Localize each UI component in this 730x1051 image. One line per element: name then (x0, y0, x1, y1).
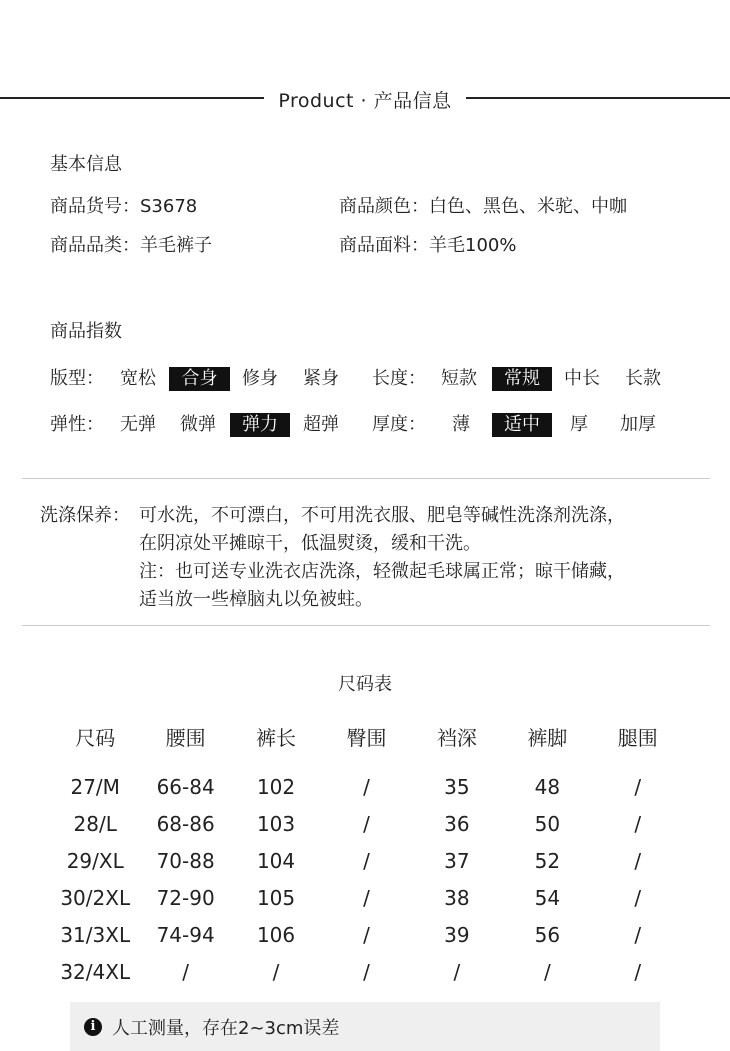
fit-option-regular-selected: 合身 (169, 367, 230, 391)
product-fabric-label: 商品面料： (339, 235, 429, 256)
thickness-label: 厚度： (372, 414, 426, 435)
table-cell: / (182, 959, 189, 984)
table-row (50, 805, 683, 842)
size-table-header (50, 718, 683, 754)
table-cell: / (363, 922, 370, 947)
table-cell: 48 (534, 774, 561, 799)
page-title: Product · 产品信息 (0, 86, 730, 113)
product-code (50, 192, 197, 218)
divider-bottom (22, 625, 710, 626)
length-option-long: 长款 (625, 368, 661, 389)
table-cell: 68-86 (156, 811, 215, 836)
table-cell: 52 (534, 848, 561, 873)
table-cell: 66-84 (156, 774, 215, 799)
elasticity-option-super: 超弹 (303, 414, 339, 435)
measurement-note-text: 人工测量，存在2~3cm误差 (112, 1018, 340, 1039)
divider-top (22, 478, 710, 479)
header-hem: 裤脚 (527, 725, 568, 750)
product-color-label: 商品颜色： (339, 196, 429, 217)
table-cell: 35 (444, 774, 470, 799)
table-cell: 39 (444, 922, 470, 947)
thickness-option-thick: 厚 (570, 414, 588, 435)
info-icon: i (84, 1018, 102, 1036)
table-cell: / (634, 848, 642, 873)
table-row (50, 842, 683, 879)
table-cell: 38 (444, 885, 470, 910)
size-table (50, 718, 683, 990)
table-cell: / (634, 885, 642, 910)
table-cell: / (634, 774, 642, 799)
table-cell: 103 (256, 811, 296, 836)
size-table-gap (50, 754, 683, 768)
thickness-option-extra-thick: 加厚 (620, 414, 656, 435)
table-cell: / (363, 811, 370, 836)
fit-option-loose: 宽松 (120, 368, 156, 389)
product-color-value: 白色、黑色、米驼、中咖 (429, 196, 627, 217)
table-cell: / (363, 959, 370, 984)
measurement-note (70, 1002, 660, 1051)
table-cell: / (634, 811, 642, 836)
table-cell: 105 (256, 885, 296, 910)
table-cell: 37 (444, 848, 470, 873)
fit-label: 版型： (50, 368, 104, 389)
elasticity-option-slight: 微弹 (180, 414, 216, 435)
table-cell: 32/4XL (60, 959, 131, 984)
table-row (50, 768, 683, 805)
table-row (50, 879, 683, 916)
table-cell: / (363, 848, 370, 873)
header-length: 裤长 (256, 725, 297, 750)
header-rise: 裆深 (436, 725, 477, 750)
product-category (50, 231, 212, 257)
product-category-label: 商品品类： (50, 235, 140, 256)
size-table-title: 尺码表 (338, 674, 392, 695)
care-line-4: 适当放一些樟脑丸以免被蛀。 (139, 589, 373, 610)
header-hip: 臀围 (346, 725, 387, 750)
table-cell: 31/3XL (60, 922, 131, 947)
product-fabric (339, 231, 516, 257)
product-code-label: 商品货号： (50, 196, 140, 217)
care-line-3: 注：也可送专业洗衣店洗涤，轻微起毛球属正常；晾干储藏， (139, 561, 625, 582)
table-cell: 36 (444, 811, 470, 836)
table-cell: 104 (256, 848, 296, 873)
table-cell: / (363, 774, 370, 799)
basic-info-title: 基本信息 (50, 154, 122, 175)
care-line-2: 在阴凉处平摊晾干，低温熨烫，缓和干洗。 (139, 533, 481, 554)
elasticity-option-stretch-selected: 弹力 (230, 413, 290, 437)
table-cell: / (453, 959, 461, 984)
table-cell: 56 (534, 922, 561, 947)
header-waist: 腰围 (165, 725, 206, 750)
length-label: 长度： (372, 368, 426, 389)
table-cell: 54 (534, 885, 561, 910)
table-cell: 74-94 (156, 922, 215, 947)
table-cell: 28/L (73, 811, 117, 836)
thickness-option-thin: 薄 (452, 414, 470, 435)
length-option-short: 短款 (441, 368, 477, 389)
table-cell: 70-88 (156, 848, 215, 873)
table-cell: / (363, 885, 370, 910)
elasticity-label: 弹性： (50, 414, 104, 435)
product-code-value: S3678 (140, 196, 198, 217)
table-cell: / (634, 959, 642, 984)
product-index-title: 商品指数 (50, 321, 122, 342)
table-cell: 29/XL (66, 848, 124, 873)
header-thigh: 腿围 (617, 725, 658, 750)
table-cell: / (272, 959, 280, 984)
elasticity-option-none: 无弹 (120, 414, 156, 435)
product-color (339, 192, 627, 218)
product-fabric-value: 羊毛100% (429, 235, 517, 256)
table-cell: 30/2XL (60, 885, 131, 910)
length-option-midlong: 中长 (564, 368, 600, 389)
table-cell: 106 (256, 922, 296, 947)
table-cell: 50 (534, 811, 561, 836)
table-cell: / (543, 959, 551, 984)
thickness-option-medium-selected: 适中 (492, 413, 552, 437)
table-row (50, 916, 683, 953)
table-row (50, 953, 683, 990)
care-label: 洗涤保养： (40, 505, 130, 526)
product-category-value: 羊毛裤子 (140, 235, 212, 256)
care-line-1: 可水洗，不可漂白，不可用洗衣服、肥皂等碱性洗涤剂洗涤， (139, 505, 625, 526)
table-cell: 27/M (70, 774, 120, 799)
fit-option-tight: 紧身 (303, 368, 339, 389)
table-cell: 72-90 (156, 885, 215, 910)
table-cell: 102 (256, 774, 296, 799)
length-option-regular-selected: 常规 (492, 367, 552, 391)
table-cell: / (634, 922, 642, 947)
header-size: 尺码 (75, 725, 116, 750)
fit-option-slim: 修身 (242, 368, 278, 389)
